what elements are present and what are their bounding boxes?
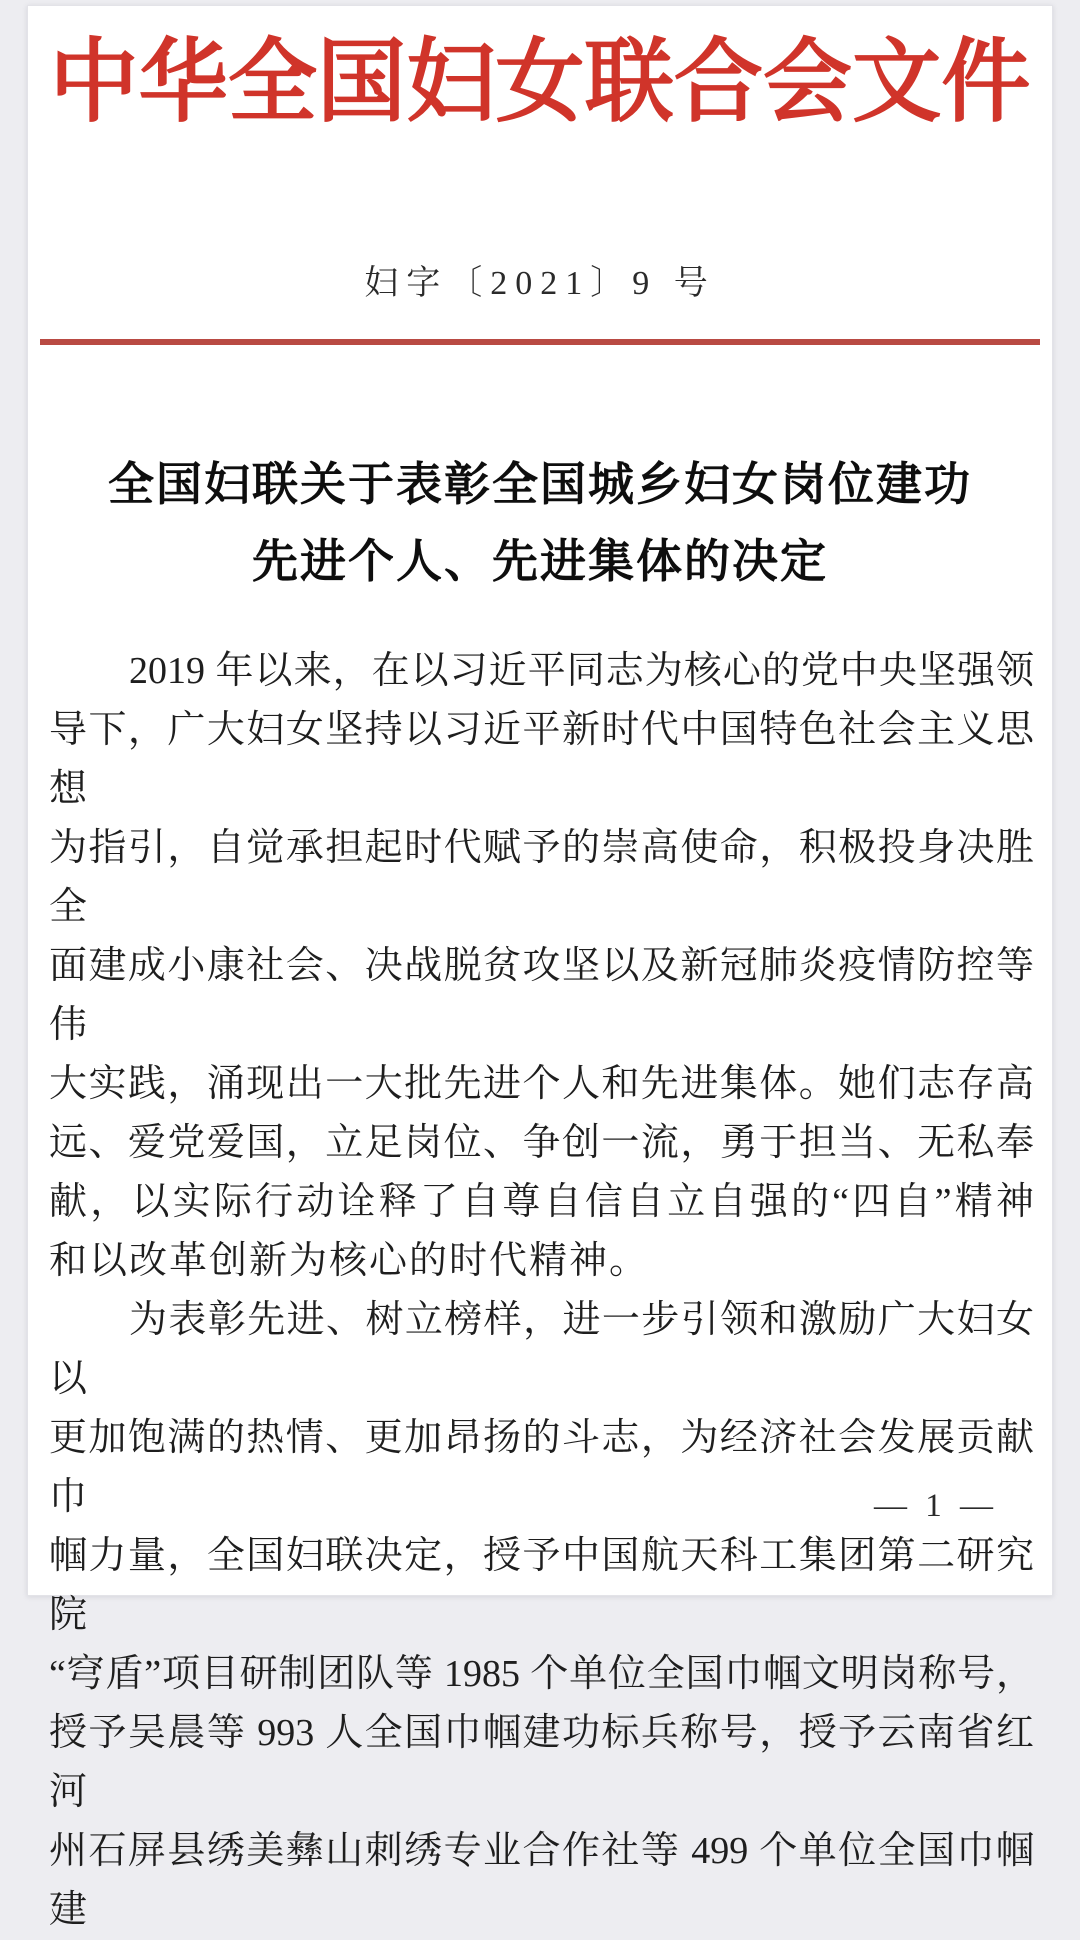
document-header-title: 中华全国妇女联合会文件 — [49, 32, 1031, 133]
body-text-line: 州石屏县绣美彝山刺绣专业合作社等 499 个单位全国巾帼建 — [49, 1830, 1034, 1931]
document-page — [27, 5, 1053, 1931]
body-text-line: 授予吴晨等 993 人全国巾帼建功标兵称号，授予云南省红河 — [49, 1712, 1034, 1813]
body-text-line: “穹盾”项目研制团队等 1985 个单位全国巾帼文明岗称号， — [49, 1653, 1034, 1695]
document-number: 妇字〔2021〕9 号 — [364, 265, 716, 302]
page-number: — 1 — — [874, 1488, 998, 1524]
body-text-line: 为表彰先进、树立榜样，进一步引领和激励广大妇女以 — [49, 1299, 1034, 1400]
document-title — [28, 446, 1052, 600]
body-text-line: 献，以实际行动诠释了自尊自信自立自强的“四自”精神 — [49, 1181, 1034, 1223]
red-divider-line — [40, 339, 1040, 345]
body-text-line: 帼力量，全国妇联决定，授予中国航天科工集团第二研究院 — [49, 1535, 1034, 1636]
body-text-line: 大实践，涌现出一大批先进个人和先进集体。她们志存高 — [49, 1063, 1034, 1105]
body-text-line: 导下，广大妇女坚持以习近平新时代中国特色社会主义思想 — [49, 709, 1034, 810]
body-text-line: 2019 年以来，在以习近平同志为核心的党中央坚强领 — [129, 650, 1034, 692]
body-text-line: 更加饱满的热情、更加昂扬的斗志，为经济社会发展贡献巾 — [49, 1417, 1034, 1518]
body-text-line: 远、爱党爱国，立足岗位、争创一流，勇于担当、无私奉 — [49, 1122, 1034, 1164]
body-text-line: 为指引，自觉承担起时代赋予的崇高使命，积极投身决胜全 — [49, 827, 1034, 928]
body-text-line: 和以改革创新为核心的时代精神。 — [49, 1240, 650, 1282]
document-body — [49, 642, 1034, 1940]
body-text-line: 面建成小康社会、决战脱贫攻坚以及新冠肺炎疫情防控等伟 — [49, 945, 1034, 1046]
document-title-line2: 先进个人、先进集体的决定 — [252, 536, 828, 587]
document-title-line1: 全国妇联关于表彰全国城乡妇女岗位建功 — [108, 459, 972, 510]
